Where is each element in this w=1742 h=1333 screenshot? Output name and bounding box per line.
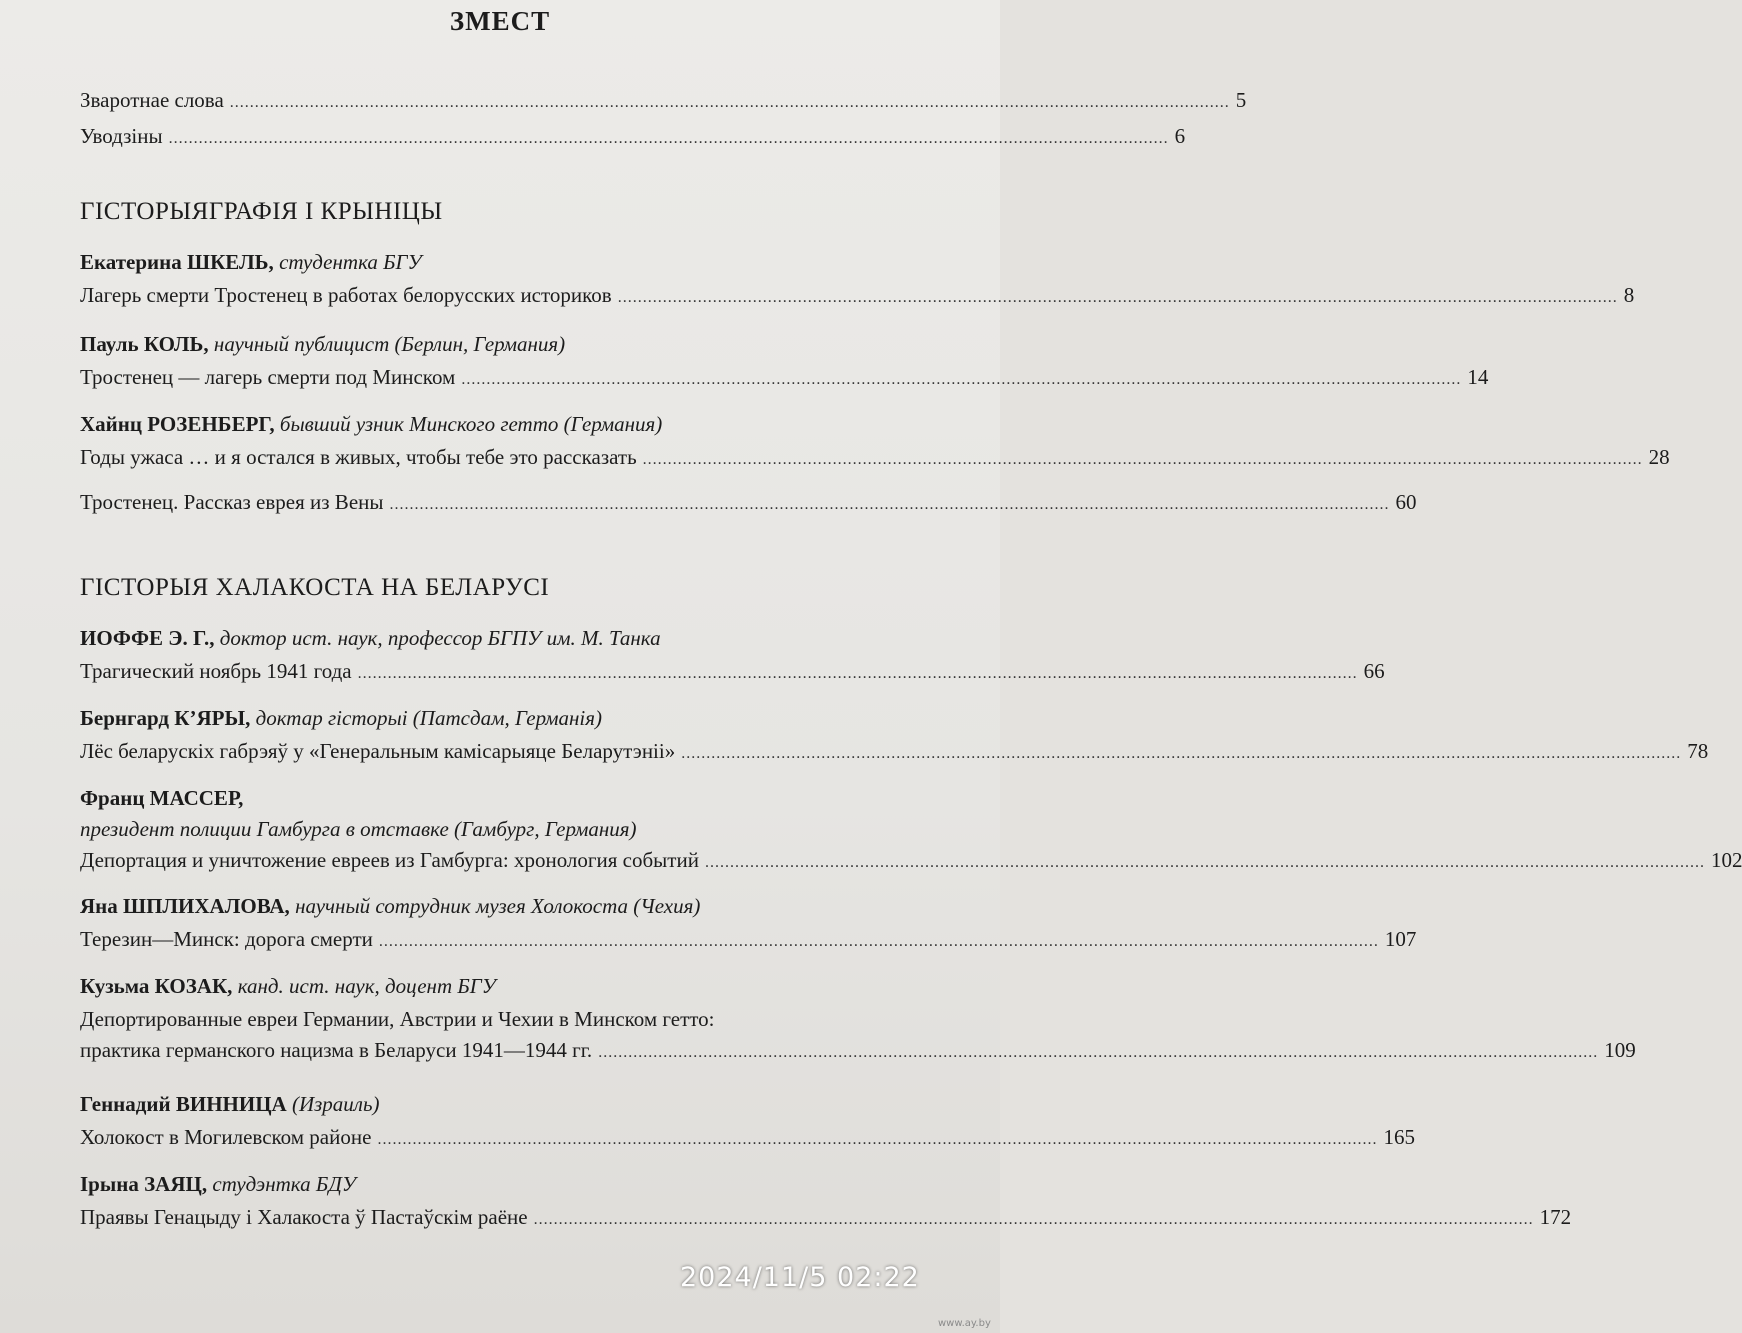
author-name: Яна ШПЛИХАЛОВА,: [80, 894, 290, 918]
toc-entry: [80, 1092, 1415, 1150]
leader-dots: ........................................................................................................................................................................................................: [389, 496, 1390, 513]
toc-entry-title-cont: практика германского нацизма в Беларуси 1941—1944 гг.: [80, 1038, 593, 1062]
toc-page-number: 14: [1467, 365, 1489, 389]
toc-entry: [80, 894, 1417, 952]
page-title: ЗМЕСТ: [449, 6, 551, 36]
toc-entry-title: Депортированные евреи Германии, Австрии и Чехии в Минском гетто:: [80, 1007, 715, 1031]
toc-entry: [80, 490, 1417, 515]
toc-entry: [80, 250, 1635, 308]
author-affiliation: научный публицист (Берлин, Германия): [208, 332, 566, 356]
section-heading: ГІСТОРЫЯ ХАЛАКОСТА НА БЕЛАРУСІ: [80, 574, 550, 601]
author-line: [80, 626, 968, 651]
toc-page-number: 28: [1648, 445, 1670, 469]
toc-page-number: 6: [1174, 124, 1186, 148]
toc-entry-title: Зваротнае слова: [80, 88, 224, 112]
author-affiliation: студентка БГУ: [273, 250, 422, 274]
leader-dots: ........................................................................................................................................................................................................: [357, 665, 1358, 682]
author-affiliation: канд. ист. наук, доцент БГУ: [232, 974, 496, 998]
leader-dots: ........................................................................................................................................................................................................: [533, 1211, 1534, 1228]
leader-dots: ........................................................................................................................................................................................................: [642, 451, 1643, 468]
author-line: [80, 894, 968, 919]
toc-page-number: 102: [1710, 848, 1742, 872]
toc-entry: [80, 1172, 1572, 1230]
toc-entry-title: Холокост в Могилевском районе: [80, 1125, 372, 1149]
leader-dots: ........................................................................................................................................................................................................: [598, 1044, 1599, 1061]
toc-entry: [80, 974, 1636, 1063]
toc-page-number: 66: [1363, 659, 1385, 683]
toc-entry-title: Лёс беларускіх габрэяў у «Генеральным камісарыяце Беларутэніі»: [80, 739, 676, 763]
leader-dots: ........................................................................................................................................................................................................: [704, 854, 1705, 871]
leader-dots: ........................................................................................................................................................................................................: [378, 933, 1379, 950]
toc-page-number: 60: [1395, 490, 1417, 514]
author-line: [80, 250, 968, 275]
author-name: ИОФФЕ Э. Г.,: [80, 626, 215, 650]
toc-entry-title: Трагический ноябрь 1941 года: [80, 659, 352, 683]
toc-entry-title: Лагерь смерти Тростенец в работах белорусских историков: [80, 283, 612, 307]
author-name: Франц МАССЕР,: [80, 786, 244, 810]
toc-page-number: 5: [1235, 88, 1247, 112]
toc-entry-title: Тростенец. Рассказ еврея из Вены: [80, 490, 384, 514]
author-line: [80, 974, 968, 999]
author-affiliation: президент полиции Гамбурга в отставке (Гамбург, Германия): [80, 817, 637, 841]
toc-entry: [80, 124, 1186, 149]
author-name: Пауль КОЛЬ,: [80, 332, 209, 356]
author-line: [80, 1092, 968, 1117]
toc-entry-title: Годы ужаса … и я остался в живых, чтобы тебе это рассказать: [80, 445, 637, 469]
leader-dots: ........................................................................................................................................................................................................: [617, 289, 1618, 306]
toc-page-number: 172: [1539, 1205, 1572, 1229]
author-affiliation: бывший узник Минского гетто (Германия): [274, 412, 663, 436]
author-name: Хайнц РОЗЕНБЕРГ,: [80, 412, 275, 436]
author-name: Бернгард К’ЯРЫ,: [80, 706, 251, 730]
toc-page-number: 107: [1384, 927, 1417, 951]
photo-timestamp: 2024/11/5 02:22: [680, 1262, 920, 1293]
toc-entry: [80, 706, 1709, 764]
author-line: [80, 1172, 968, 1197]
toc-entry-title: Депортация и уничтожение евреев из Гамбурга: хронология событий: [80, 848, 699, 872]
toc-page-number: 8: [1623, 283, 1635, 307]
toc-entry: [80, 412, 1670, 470]
author-line: [80, 786, 968, 811]
leader-dots: ........................................................................................................................................................................................................: [377, 1131, 1378, 1148]
toc-entry-title: Уводзіны: [80, 124, 163, 148]
toc-entry-title: Праявы Генацыду і Халакоста ў Пастаўскім раёне: [80, 1205, 528, 1229]
author-name: Екатерина ШКЕЛЬ,: [80, 250, 274, 274]
section-heading: ГІСТОРЫЯГРАФІЯ І КРЫНІЦЫ: [80, 198, 443, 225]
toc-entry: [80, 626, 1385, 684]
toc-page-number: 78: [1687, 739, 1709, 763]
toc-page-number: 165: [1383, 1125, 1415, 1149]
toc-entry-title: Терезин—Минск: дорога смерти: [80, 927, 373, 951]
toc-entry: [80, 332, 1489, 390]
author-affiliation: доктор ист. наук, профессор БГПУ им. М. Танка: [214, 626, 661, 650]
author-line: [80, 412, 968, 437]
author-name: Ірына ЗАЯЦ,: [80, 1172, 208, 1196]
author-affiliation: студэнтка БДУ: [207, 1172, 356, 1196]
leader-dots: ........................................................................................................................................................................................................: [168, 130, 1169, 147]
toc-entry: [80, 786, 1742, 873]
leader-dots: ........................................................................................................................................................................................................: [229, 94, 1230, 111]
leader-dots: ........................................................................................................................................................................................................: [461, 371, 1462, 388]
author-name: Кузьма КОЗАК,: [80, 974, 233, 998]
author-line: [80, 332, 968, 357]
toc-page-number: 109: [1604, 1038, 1636, 1062]
toc-entry: [80, 88, 1247, 113]
author-line: [80, 706, 968, 731]
leader-dots: ........................................................................................................................................................................................................: [681, 745, 1682, 762]
toc-entry-title: Тростенец — лагерь смерти под Минском: [80, 365, 456, 389]
author-affiliation: (Израиль): [286, 1092, 380, 1116]
site-watermark: www.ay.by: [938, 1318, 991, 1329]
author-name: Геннадий ВИННИЦА: [80, 1092, 287, 1116]
author-affiliation: научный сотрудник музея Холокоста (Чехия): [289, 894, 701, 918]
author-affiliation: доктар гісторыі (Патсдам, Германія): [250, 706, 602, 730]
